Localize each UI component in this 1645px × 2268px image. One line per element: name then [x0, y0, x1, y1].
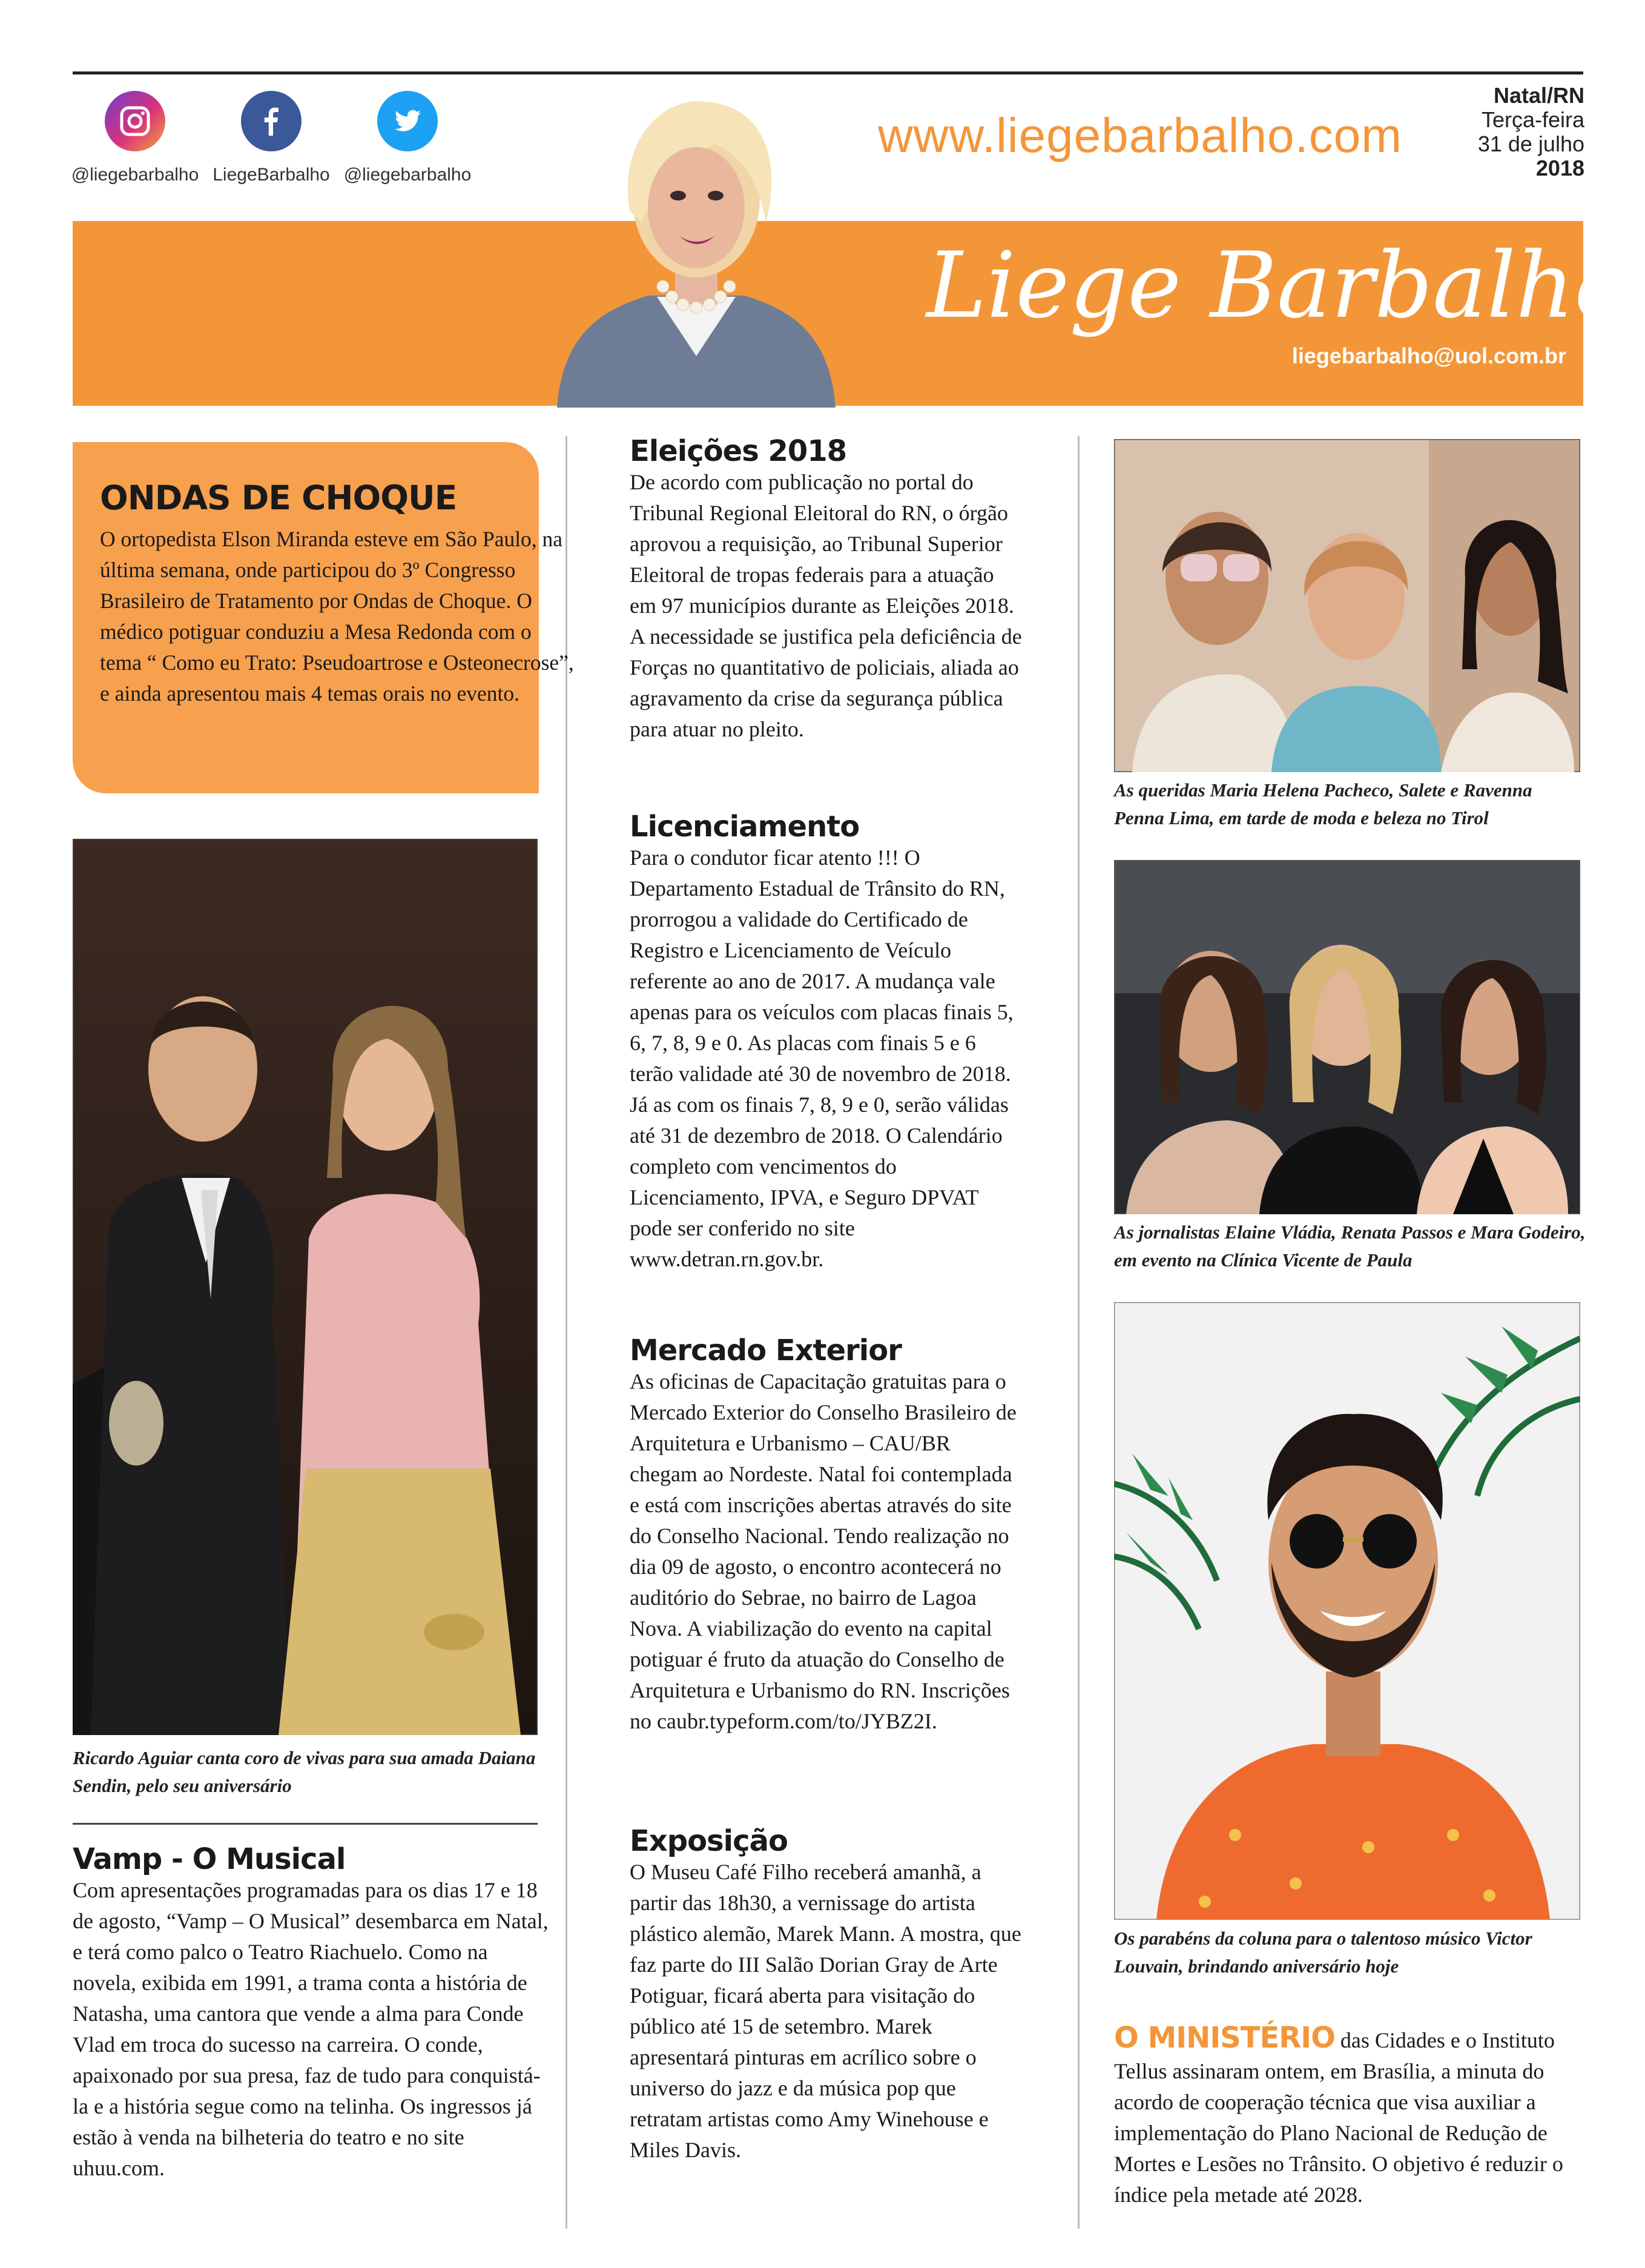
- exposicao-body: O Museu Café Filho receberá amanhã, a partir das 18h30, a vernissage do artista plástico alemão, Marek Mann. A mostra, que faz parte do III Salão Dorian Gray de Arte Potiguar, ficará aberta para visitação do público até 15 de setembro. Marek apresentará pinturas em acrílico sobre o universo do jazz e da música pop que retratam artistas como Amy Winehouse e Miles Davis.: [630, 1860, 1021, 2162]
- dateline: [1478, 84, 1584, 180]
- exposicao-title: Exposição: [630, 1824, 788, 1858]
- licenciamento-body: Para o condutor ficar atento !!! O Departamento Estadual de Trânsito do RN, prorrogou a validade do Certificado de Registro e Licenciamento de Veículo referente ao ano de 2017. A mudança vale apenas para os veículos com placas finais 5, 6, 7, 8, 9 e 0. As placas com finais 5 e 6 terão validade até 30 de novembro de 2018. Já as com os finais 7, 8, 9 e 0, serão válidas até 31 de dezembro de 2018. O Calendário completo com vencimentos do Licenciamento, IPVA, e Seguro DPVAT pode ser conferido no site www.detran.rn.gov.br.: [630, 845, 1014, 1271]
- mercado-article: [630, 1335, 1023, 1737]
- photo-tirol-caption: As queridas Maria Helena Pacheco, Salete e Ravenna Penna Lima, em tarde de moda e beleza no Tirol: [1114, 779, 1532, 828]
- mercado-title: Mercado Exterior: [630, 1334, 902, 1367]
- city: Natal/RN: [1493, 83, 1584, 108]
- columnist-email[interactable]: liegebarbalho@uol.com.br: [1291, 343, 1566, 368]
- facebook-icon: [241, 91, 302, 151]
- eleicoes-body: De acordo com publicação no portal do Tribunal Regional Eleitoral do RN, o órgão aprovou a requisição, ao Tribunal Superior Eleitoral de tropas federais para a atuação em 97 municípios durante as Eleições 2018. A necessidade se justifica pela deficiência de Forças no quantitativo de policiais, aliada ao agravamento da crise da segurança pública para atuar no pleito.: [630, 470, 1022, 741]
- photo-couple: [73, 839, 538, 1735]
- photo-three-journalists: [1114, 860, 1580, 1214]
- photo-couple-caption: Ricardo Aguiar canta coro de vivas para sua amada Daiana Sendin, pelo seu aniversário: [73, 1747, 536, 1796]
- vamp-article: [73, 1844, 551, 2184]
- ministerio-note: [1114, 2023, 1586, 2210]
- ministerio-body: das Cidades e o Instituto Tellus assinaram ontem, em Brasília, a minuta do acordo de cooperação técnica que visa auxiliar a implementação do Plano Nacional de Redução de Mortes e Lesões no Trânsito. O objetivo é reduzir o índice pela metade até 2028.: [1114, 2028, 1563, 2207]
- date: 31 de julho: [1477, 131, 1584, 156]
- photo-three-women-tirol: [1114, 439, 1580, 772]
- licenciamento-article: [630, 812, 1023, 1275]
- year: 2018: [1535, 156, 1584, 180]
- photo-musician-caption: Os parabéns da coluna para o talentoso músico Victor Louvain, brindando aniversário hoje: [1114, 1928, 1532, 1977]
- instagram-link[interactable]: [68, 91, 202, 185]
- columnist-portrait: [545, 71, 848, 408]
- instagram-icon: [105, 91, 165, 151]
- facebook-link[interactable]: [205, 91, 338, 185]
- instagram-handle: @liegebarbalho: [71, 165, 199, 185]
- licenciamento-title: Licenciamento: [630, 810, 860, 844]
- twitter-icon: [377, 91, 438, 151]
- exposicao-article: [630, 1826, 1023, 2166]
- weekday: Terça-feira: [1481, 107, 1584, 132]
- photo-journalists-caption: As jornalistas Elaine Vládia, Renata Passos e Mara Godeiro, em evento na Clínica Vicente de Paula: [1114, 1222, 1586, 1271]
- mercado-body: As oficinas de Capacitação gratuitas para o Mercado Exterior do Conselho Brasileiro de Arquitetura e Urbanismo – CAU/BR chegam ao Nordeste. Natal foi contemplada e está com inscrições abertas através do site do Conselho Nacional. Tendo realização no dia 09 de agosto, o encontro acontecerá no auditório do Sebrae, no bairro de Lagoa Nova. A viabilização do evento na capital potiguar é fruto da atuação do Conselho de Arquitetura e Urbanismo do RN. Inscrições no caubr.typeform.com/to/JYBZ2I.: [630, 1369, 1017, 1733]
- twitter-link[interactable]: [341, 91, 474, 185]
- vamp-title: Vamp - O Musical: [73, 1842, 346, 1876]
- twitter-handle: @liegebarbalho: [343, 165, 472, 185]
- callout-title: ONDAS DE CHOQUE: [100, 478, 457, 517]
- section-divider: [73, 1823, 538, 1825]
- ministerio-lead: O MINISTÉRIO: [1114, 2021, 1335, 2055]
- ondas-de-choque-box: [73, 442, 574, 793]
- columnist-name: Liege Barbalho: [926, 233, 1629, 339]
- vamp-body: Com apresentações programadas para os dias 17 e 18 de agosto, “Vamp – O Musical” desembarca em Natal, e terá como palco o Teatro Riachuelo. Como na novela, exibida em 1991, a trama conta a história de Natasha, uma cantora que vende a alma para Conde Vlad em troca do sucesso na carreira. O conde, apaixonado por sua presa, faz de tudo para conquistá-la e a história segue como na telinha. Os ingressos já estão à venda na bilheteria do teatro e no site uhuu.com.: [73, 1878, 549, 2180]
- column-rule-2: [1078, 436, 1080, 2229]
- website-link[interactable]: www.liegebarbalho.com: [878, 108, 1402, 162]
- eleicoes-article: [630, 436, 1023, 745]
- photo-musician: [1114, 1302, 1580, 1920]
- eleicoes-title: Eleições 2018: [630, 434, 847, 468]
- facebook-handle: LiegeBarbalho: [213, 165, 330, 185]
- callout-body: O ortopedista Elson Miranda esteve em São Paulo, na última semana, onde participou do 3º Congresso Brasileiro de Tratamento por Ondas de Choque. O médico potiguar conduziu a Mesa Redonda com o tema “ Como eu Trato: Pseudoartrose e Osteonecrose”, e ainda apresentou mais 4 temas orais no evento.: [100, 527, 574, 706]
